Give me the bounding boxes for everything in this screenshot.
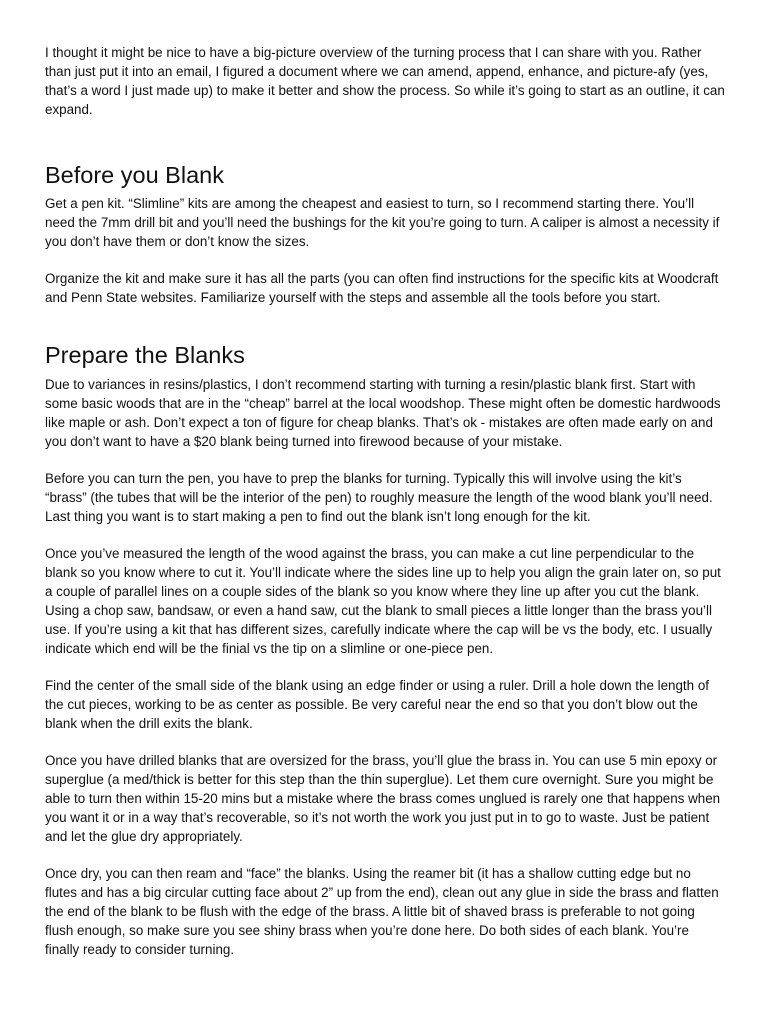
paragraph: Once you’ve measured the length of the wood against the brass, you can make a cut line perpendicular to the blank so you know where to cut it. You’ll indicate where the sides line up to help you align the grain later on, so put a couple of parallel lines on a couple sides of the blank so you know where they line up after you cut the blank. Using a chop saw, bandsaw, or even a hand saw, cut the blank to small pieces a little longer than the brass you’ll use. If you’re using a kit that has different sizes, carefully indicate where the cap will be vs the body, etc. I usually indicate which end will be the finial vs the tip on a slimline or one-piece pen. [45,546,721,656]
paragraph: Once dry, you can then ream and “face” the blanks. Using the reamer bit (it has a shallow cutting edge but no flutes and has a big circular cutting face about 2” up from the end), clean out any glue in side the brass and flatten the end of the blank to be flush with the edge of the brass. A little bit of shaved brass is preferable to not going flush enough, so make sure you see shiny brass when you’re done here. Do both sides of each blank. You’re finally ready to consider turning. [45,866,719,957]
section-body-prepare-the-blanks [45,375,725,959]
document-page [45,43,725,959]
paragraph: Once you have drilled blanks that are oversized for the brass, you’ll glue the brass in. You can use 5 min epoxy or superglue (a med/thick is better for this step than the thin superglue). Let them cure overnight. Sure you might be able to turn then within 15-20 mins but a mistake where the brass comes unglued is rarely one that happens when you want it or in a way that’s recoverable, so it’s not worth the work you just put in to go to waste. Just be patient and let the glue dry appropriately. [45,753,721,844]
paragraph: Due to variances in resins/plastics, I don’t recommend starting with turning a resin/plastic blank first. Start with some basic woods that are in the “cheap” barrel at the local woodshop. These might often be domestic hardwoods like maple or ash. Don’t expect a ton of figure for cheap blanks. That’s ok - mistakes are often made early on and you don’t want to have a $20 blank being turned into firewood because of your mistake. [45,377,721,449]
section-body-before-you-blank [45,194,725,307]
paragraph: Before you can turn the pen, you have to prep the blanks for turning. Typically this will involve using the kit’s “brass” (the tubes that will be the interior of the pen) to roughly measure the length of the wood blank you’ll need. Last thing you want is to start making a pen to find out the blank isn’t long enough for the kit. [45,471,713,524]
paragraph: Find the center of the small side of the blank using an edge finder or using a ruler. Drill a hole down the length of the cut pieces, working to be as center as possible. Be very careful near the end so that you don’t blow out the blank when the drill exits the blank. [45,678,709,731]
intro-paragraph: I thought it might be nice to have a big-picture overview of the turning process that I can share with you. Rather than just put it into an email, I figured a document where we can amend, append, enhance, and picture-afy (yes, that’s a word I just made up) to make it better and show the process. So while it’s going to start as an outline, it can expand. [45,45,725,117]
paragraph: Organize the kit and make sure it has all the parts (you can often find instructions for the specific kits at Woodcraft and Penn State websites. Familiarize yourself with the steps and assemble all the tools before you start. [45,271,719,305]
section-heading-prepare-the-blanks: Prepare the Blanks [45,342,245,368]
paragraph: Get a pen kit. “Slimline” kits are among the cheapest and easiest to turn, so I recommend starting there. You’ll need the 7mm drill bit and you’ll need the bushings for the kit you’re going to turn. A caliper is almost a necessity if you don’t have them or don’t know the sizes. [45,196,720,249]
section-heading-before-you-blank: Before you Blank [45,162,224,188]
